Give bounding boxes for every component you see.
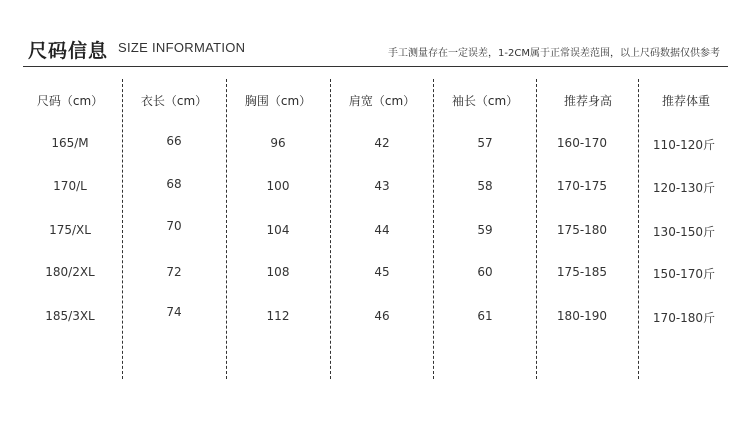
cell-sleeve: 60	[477, 265, 493, 279]
cell-chest: 108	[266, 265, 290, 279]
cell-size: 185/3XL	[45, 309, 95, 323]
cell-weight: 110-120斤	[652, 138, 716, 152]
cell-chest: 104	[266, 223, 290, 237]
cell-shoulder: 46	[374, 309, 390, 323]
cell-shoulder: 42	[374, 136, 390, 150]
column-header-size: 尺码（cm）	[36, 94, 104, 108]
column-header-weight: 推荐体重	[661, 94, 710, 108]
cell-length: 66	[166, 134, 182, 148]
cell-height: 170-175	[556, 179, 608, 193]
cell-shoulder: 45	[374, 265, 390, 279]
cell-shoulder: 43	[374, 179, 390, 193]
cell-length: 68	[166, 177, 182, 191]
cell-weight: 120-130斤	[652, 181, 716, 195]
cell-weight: 130-150斤	[652, 225, 716, 239]
cell-sleeve: 59	[477, 223, 493, 237]
cell-length: 70	[166, 219, 182, 233]
column-header-shoulder: 肩宽（cm）	[348, 94, 416, 108]
cell-sleeve: 61	[477, 309, 493, 323]
cell-sleeve: 57	[477, 136, 493, 150]
cell-height: 175-185	[556, 265, 608, 279]
cell-chest: 112	[266, 309, 290, 323]
column-header-height: 推荐身高	[563, 94, 612, 108]
cell-height: 180-190	[556, 309, 608, 323]
cell-size: 180/2XL	[45, 265, 95, 279]
page-title-english: SIZE INFORMATION	[118, 40, 246, 55]
column-header-sleeve: 袖长（cm）	[451, 94, 519, 108]
header-divider	[23, 66, 728, 67]
cell-length: 72	[166, 265, 182, 279]
cell-weight: 170-180斤	[652, 311, 716, 325]
cell-shoulder: 44	[374, 223, 390, 237]
cell-chest: 100	[266, 179, 290, 193]
column-header-length: 衣长（cm）	[140, 94, 208, 108]
page-title: 尺码信息	[28, 40, 109, 62]
header	[0, 0, 750, 66]
cell-sleeve: 58	[477, 179, 493, 193]
cell-size: 165/M	[51, 136, 89, 150]
cell-height: 175-180	[556, 223, 608, 237]
cell-size: 170/L	[53, 179, 87, 193]
measurement-note: 手工测量存在一定误差，1-2CM属于正常误差范围，以上尺码数据仅供参考	[388, 48, 720, 59]
cell-size: 175/XL	[49, 223, 91, 237]
cell-height: 160-170	[556, 136, 608, 150]
cell-chest: 96	[270, 136, 286, 150]
column-header-chest: 胸围（cm）	[244, 94, 312, 108]
cell-weight: 150-170斤	[652, 267, 716, 281]
cell-length: 74	[166, 305, 182, 319]
